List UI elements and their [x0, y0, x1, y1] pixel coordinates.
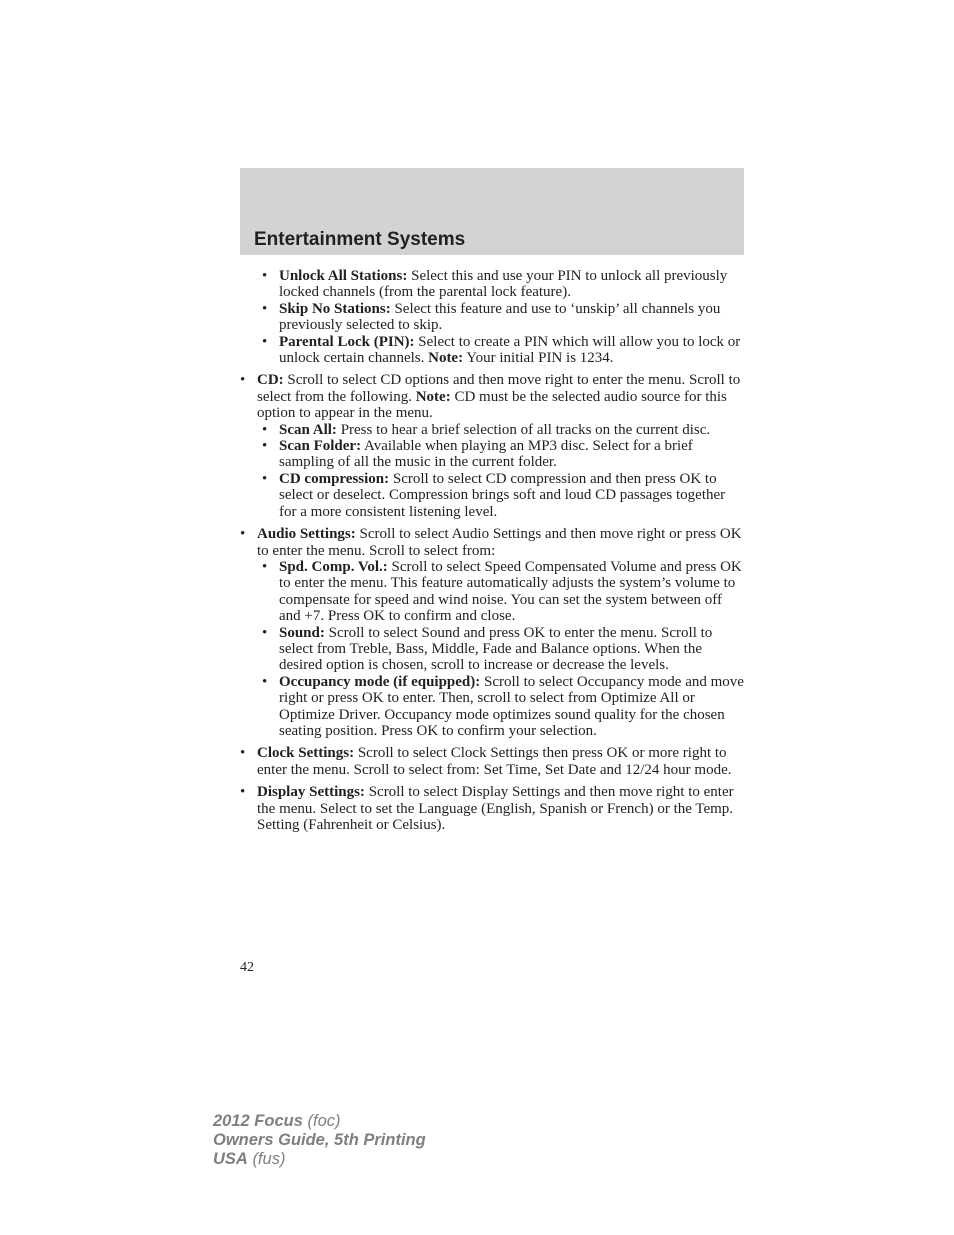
item-term: Spd. Comp. Vol.:: [279, 558, 388, 575]
item-term: CD:: [257, 372, 284, 389]
item-term: CD compression:: [279, 470, 390, 487]
item-term: Audio Settings:: [257, 526, 356, 543]
list-item: [262, 625, 746, 674]
audio-sublist: [262, 559, 746, 739]
settings-list: [240, 372, 746, 833]
footer-guide: Owners Guide, 5th Printing: [213, 1131, 426, 1149]
item-term: Parental Lock (PIN):: [279, 333, 415, 350]
list-item: [262, 422, 746, 438]
item-term: Display Settings:: [257, 784, 365, 801]
footer-market: USA: [213, 1150, 248, 1168]
item-term: Clock Settings:: [257, 745, 355, 762]
footer-line-market: [213, 1150, 426, 1169]
list-item: [262, 471, 746, 520]
item-text: Scroll to select Speed Compensated Volume and press OK to enter the menu. This feature automatically adjusts the system’s volume to compensate for speed and wind noise. You can set the system between off and +7. Press OK to confirm and close.: [279, 558, 742, 625]
display-settings-item: [240, 784, 746, 833]
list-item: [262, 559, 746, 625]
item-term: Scan All:: [279, 421, 337, 438]
cd-sublist: [262, 422, 746, 520]
item-text: Scroll to select Display Settings and then move right to enter the menu. Select to set the Language (English, Spanish or French) or the Temp. Setting (Fahrenheit or Celsius).: [257, 784, 734, 833]
footer-line-guide: [213, 1131, 426, 1150]
footer-market-code: (fus): [252, 1150, 286, 1168]
item-text: Select to create a PIN which will allow you to lock or unlock certain channels.: [279, 333, 741, 367]
item-text: Scroll to select Occupancy mode and move right or press OK to enter. Then, scroll to select from Optimize All or Optimize Driver. Occupancy mode optimizes sound quality for the chosen seating position. Press OK to confirm your selection.: [279, 673, 744, 739]
note-label: Note:: [415, 388, 451, 405]
footer-model: 2012 Focus: [213, 1112, 303, 1130]
item-text: Scroll to select Clock Settings then press OK or more right to enter the menu. Scroll to select from: Set Time, Set Date and 12/24 hour mode.: [257, 745, 732, 778]
item-term: Skip No Stations:: [279, 300, 391, 317]
item-text: Scroll to select Sound and press OK to enter the menu. Scroll to select from Treble, Bass, Middle, Fade and Balance options. When the desired option is chosen, scroll to increase or decrease the levels.: [279, 624, 713, 674]
item-term: Unlock All Stations:: [279, 268, 408, 284]
item-term: Sound:: [279, 624, 325, 641]
footer-model-code: (foc): [307, 1112, 341, 1130]
audio-settings-item: [240, 526, 746, 739]
list-item: [262, 334, 746, 367]
list-item: [262, 438, 746, 471]
list-item: [262, 674, 746, 740]
page-content: [240, 268, 746, 839]
document-footer: [213, 1112, 426, 1169]
section-header-band: [240, 168, 744, 255]
item-term: Scan Folder:: [279, 438, 362, 455]
item-text: Available when playing an MP3 disc. Select for a brief sampling of all the music in the current folder.: [279, 438, 693, 471]
footer-line-model: [213, 1112, 426, 1131]
page-number: 42: [240, 960, 254, 975]
cd-item: [240, 372, 746, 520]
item-text: Press to hear a brief selection of all tracks on the current disc.: [340, 421, 711, 438]
item-text: Select this feature and use to ‘unskip’ all channels you previously selected to skip.: [279, 300, 721, 334]
list-item: [262, 268, 746, 301]
radio-settings-list: [262, 268, 746, 366]
note-text: Your initial PIN is 1234.: [466, 350, 614, 367]
note-text: CD must be the selected audio source for this option to appear in the menu.: [257, 388, 727, 422]
item-text: Scroll to select CD options and then move right to enter the menu. Scroll to select from the following.: [257, 372, 741, 405]
clock-settings-item: [240, 745, 746, 778]
list-item: [262, 301, 746, 334]
item-text: Scroll to select CD compression and then press OK to select or deselect. Compression brings soft and loud CD passages together for a more consistent listening level.: [279, 470, 726, 520]
item-term: Occupancy mode (if equipped):: [279, 673, 481, 690]
section-title: Entertainment Systems: [254, 229, 466, 250]
note-label: Note:: [428, 350, 464, 367]
item-text: Scroll to select Audio Settings and then move right or press OK to enter the menu. Scroll to select from:: [257, 526, 742, 559]
item-text: Select this and use your PIN to unlock all previously locked channels (from the parental lock feature).: [279, 268, 728, 301]
